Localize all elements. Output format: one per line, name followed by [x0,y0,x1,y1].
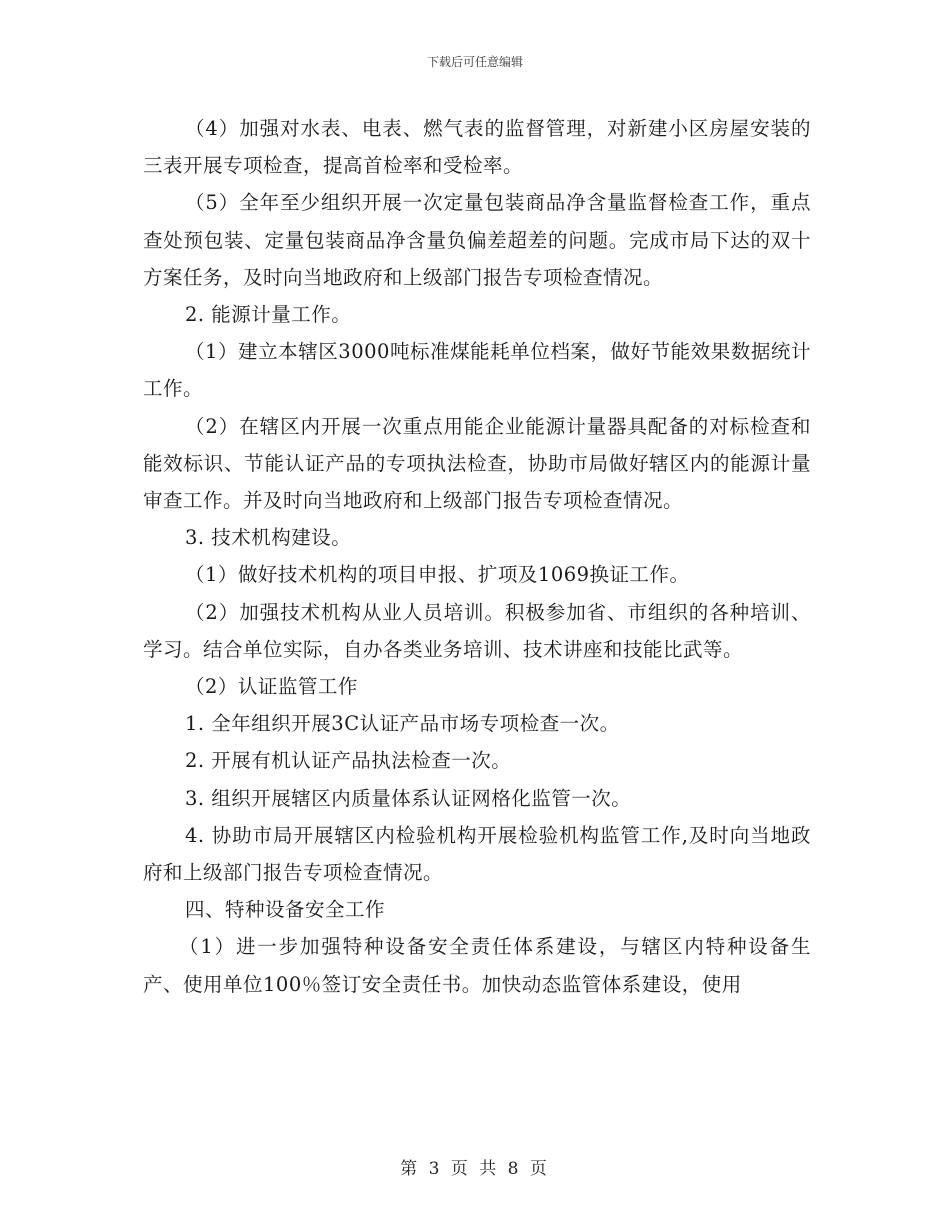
section-heading: 四、特种设备安全工作 [185,898,386,922]
paragraph: （5）全年至少组织开展一次定量包装商品净含量监督检查工作，重点查处预包装、定量包装商品净含量负偏差超差的问题。完成市局下达的双十方案任务，及时向当地政府和上级部门报告专项检查情况。 [143,191,811,289]
section-heading: 3. 技术机构建设。 [185,526,352,550]
document-body [143,110,811,1003]
page-footer-pagination: 第 3 页 共 8 页 [400,1159,550,1179]
section-heading: （2）认证监管工作 [185,675,358,699]
list-item: 1. 全年组织开展3C认证产品市场专项检查一次。 [185,712,620,736]
list-item: 4. 协助市局开展辖区内检验机构开展检验机构监管工作,及时向当地政府和上级部门报告专项检查情况。 [143,823,811,885]
paragraph: （2）加强技术机构从业人员培训。积极参加省、市组织的各种培训、学习。结合单位实际，自办各类业务培训、技术讲座和技能比武等。 [143,600,811,661]
paragraph: （1）做好技术机构的项目申报、扩项及1069换证工作。 [185,563,690,587]
paragraph: （1）建立本辖区3000吨标准煤能耗单位档案，做好节能效果数据统计工作。 [143,340,811,401]
page-header: 下载后可任意编辑 [426,55,523,69]
section-heading: 2. 能源计量工作。 [185,303,352,327]
list-item: 3. 组织开展辖区内质量体系认证网格化监管一次。 [185,786,632,810]
paragraph: （4）加强对水表、电表、燃气表的监督管理，对新建小区房屋安装的三表开展专项检查，提高首检率和受检率。 [143,117,811,178]
list-item: 2. 开展有机认证产品执法检查一次。 [185,749,512,773]
paragraph: （1）进一步加强特种设备安全责任体系建设，与辖区内特种设备生产、使用单位100％签订安全责任书。加快动态监管体系建设，使用 [143,935,811,996]
paragraph: （2）在辖区内开展一次重点用能企业能源计量器具配备的对标检查和能效标识、节能认证产品的专项执法检查，协助市局做好辖区内的能源计量审查工作。并及时向当地政府和上级部门报告专项检查情况。 [143,414,811,513]
